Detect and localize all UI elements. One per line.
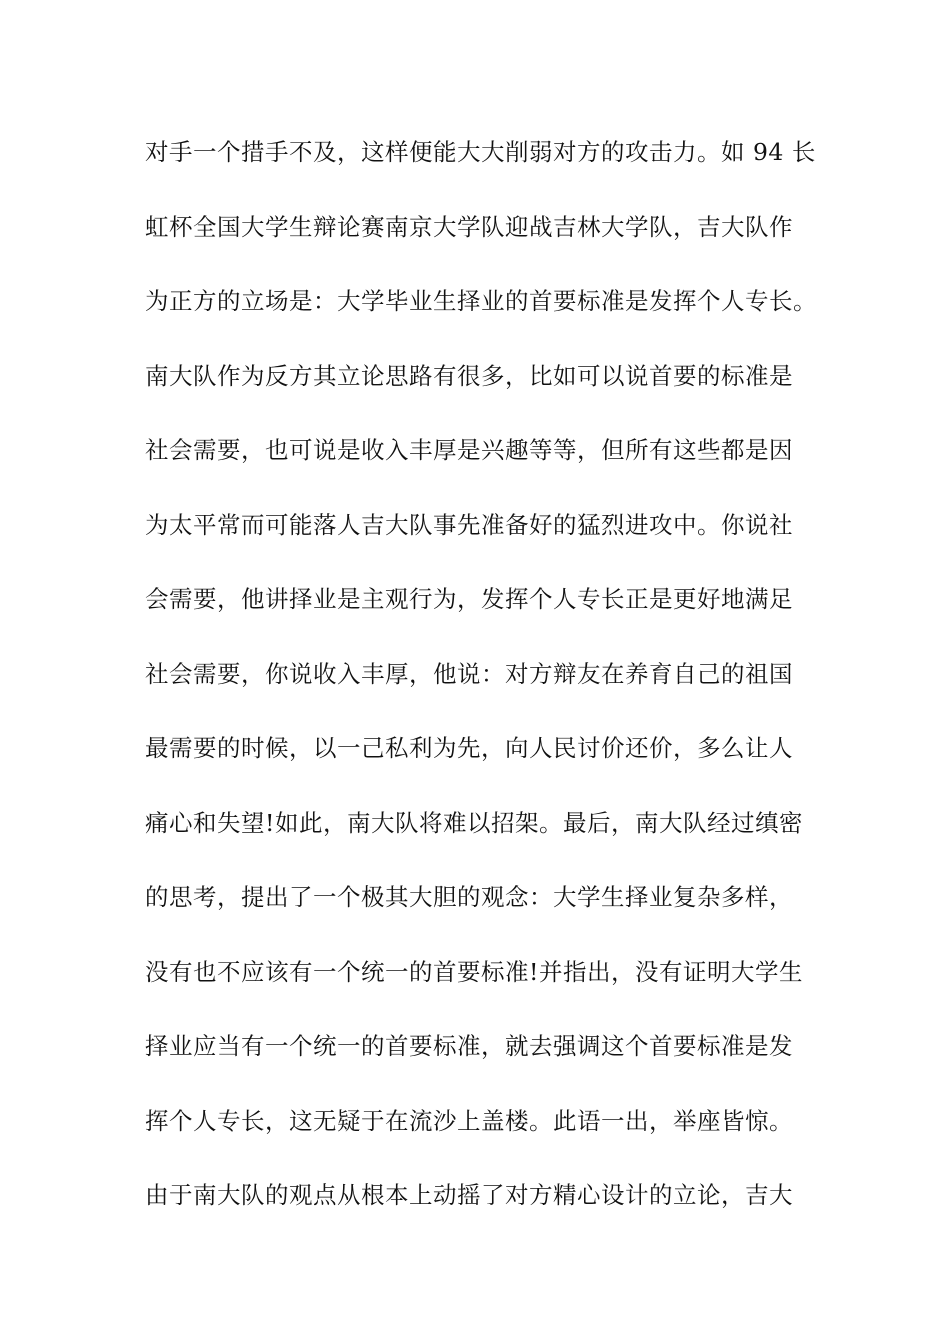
text-line-6: 为太平常而可能落人吉大队事先准备好的猛烈进攻中。你说社 [145,510,793,539]
text-line-13: 择业应当有一个统一的首要标准，就去强调这个首要标准是发 [145,1032,793,1060]
text-line-12: 没有也不应该有一个统一的首要标准!并指出，没有证明大学生 [145,957,803,986]
text-line-9: 最需要的时候，以一己私利为先，向人民讨价还价，多么让人 [145,734,793,762]
text-line-5: 社会需要，也可说是收入丰厚是兴趣等等，但所有这些都是因 [145,436,793,464]
text-line-2: 虹杯全国大学生辩论赛南京大学队迎战吉林大学队，吉大队作 [145,212,793,241]
text-line-3: 为正方的立场是：大学毕业生择业的首要标准是发挥个人专长。 [145,287,817,315]
text-line-10: 痛心和失望!如此，南大队将难以招架。最后，南大队经过缜密 [145,808,803,837]
text-line-1: 对手一个措手不及，这样便能大大削弱对方的攻击力。如 94 长 [145,138,816,166]
text-line-7: 会需要，他讲择业是主观行为，发挥个人专长正是更好地满足 [145,585,793,613]
text-line-15: 由于南大队的观点从根本上动摇了对方精心设计的立论，吉大 [145,1181,793,1209]
text-line-11: 的思考，提出了一个极其大胆的观念：大学生择业复杂多样， [145,883,793,911]
text-line-14: 挥个人专长，这无疑于在流沙上盖楼。此语一出，举座皆惊。 [145,1106,793,1135]
body-text [145,127,825,1245]
text-line-8: 社会需要，你说收入丰厚，他说：对方辩友在养育自己的祖国 [145,659,793,688]
text-line-4: 南大队作为反方其立论思路有很多，比如可以说首要的标准是 [145,361,793,390]
